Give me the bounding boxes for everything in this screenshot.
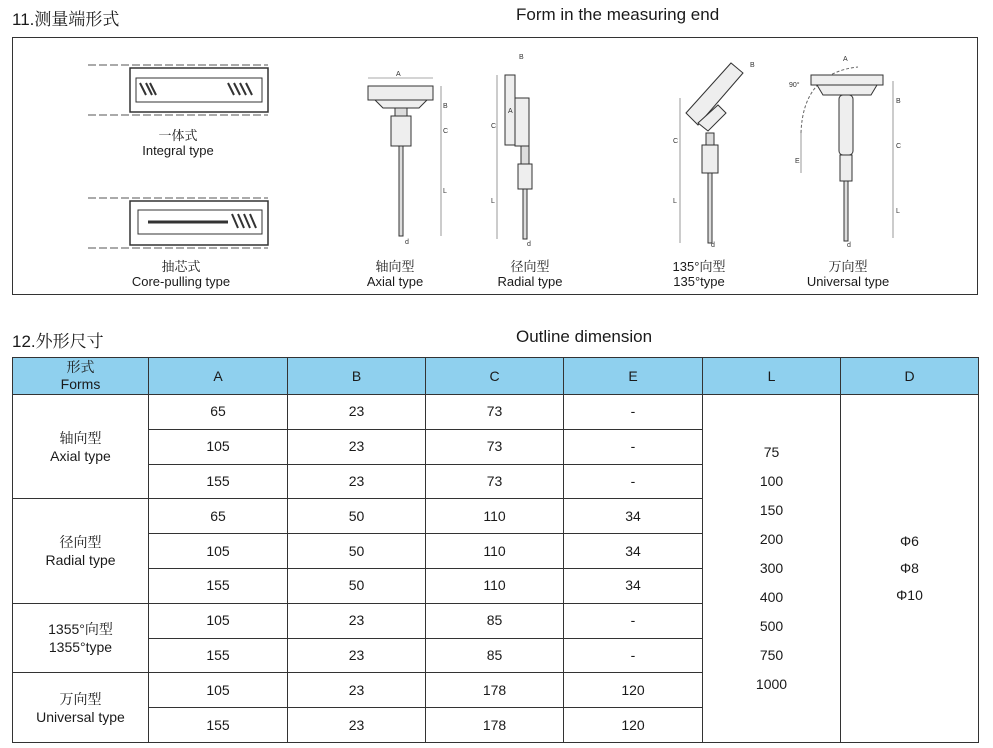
135-degree-type-cn: 135°向型 (672, 259, 726, 274)
svg-text:d: d (711, 242, 715, 248)
diameter-options-cell (841, 395, 979, 743)
diameter-value: Φ6 (900, 532, 919, 549)
length-value: 150 (759, 501, 784, 518)
length-value: 75 (763, 443, 780, 460)
cell-b: 23 (288, 429, 426, 464)
cell-b: 23 (288, 464, 426, 499)
axial-type-en: Axial type (366, 274, 424, 289)
cell-b: 23 (288, 638, 426, 673)
cell-b: 50 (288, 499, 426, 534)
cell-a: 105 (149, 534, 288, 569)
universal-type-drawing (783, 53, 913, 248)
svg-text:E: E (795, 158, 800, 165)
cell-e: - (564, 429, 703, 464)
svg-text:C: C (896, 143, 902, 150)
length-options-cell (703, 395, 841, 743)
cell-a: 155 (149, 708, 288, 743)
svg-text:L: L (491, 198, 495, 205)
svg-text:B: B (896, 98, 901, 105)
cell-e: 34 (564, 499, 703, 534)
cell-e: - (564, 395, 703, 430)
svg-text:L: L (443, 188, 447, 195)
header-e: E (564, 358, 703, 395)
cell-b: 50 (288, 534, 426, 569)
svg-text:d: d (405, 239, 409, 246)
integral-type-drawing (88, 63, 288, 123)
svg-text:B: B (519, 54, 524, 61)
cell-b: 23 (288, 708, 426, 743)
cell-c: 110 (426, 499, 564, 534)
section-11-title-en: Form in the measuring end (516, 5, 720, 24)
cell-e: 34 (564, 568, 703, 603)
cell-c: 85 (426, 638, 564, 673)
length-value: 100 (759, 472, 784, 489)
radial-type-drawing (491, 53, 561, 248)
135-degree-type-en: 135°type (673, 274, 725, 289)
universal-type-cn: 万向型 (828, 259, 868, 274)
svg-text:A: A (843, 56, 848, 63)
cell-c: 73 (426, 395, 564, 430)
cell-e: - (564, 464, 703, 499)
cell-b: 23 (288, 673, 426, 708)
cell-e: 120 (564, 673, 703, 708)
cell-e: 34 (564, 534, 703, 569)
form-type-cell: 径向型 Radial type (13, 499, 149, 603)
length-value: 500 (759, 617, 784, 634)
axial-type-cn: 轴向型 (375, 259, 415, 274)
diameter-value: Φ8 (900, 559, 919, 576)
svg-text:A: A (508, 108, 513, 115)
cell-c: 178 (426, 673, 564, 708)
cell-e: - (564, 603, 703, 638)
header-d: D (841, 358, 979, 395)
table-row (13, 395, 979, 430)
svg-text:C: C (443, 128, 449, 135)
cell-b: 23 (288, 603, 426, 638)
length-value: 300 (759, 559, 784, 576)
cell-a: 65 (149, 395, 288, 430)
cell-c: 110 (426, 568, 564, 603)
cell-c: 178 (426, 708, 564, 743)
radial-type-en: Radial type (497, 274, 563, 289)
measuring-end-forms-panel (12, 37, 978, 295)
svg-text:L: L (673, 198, 677, 205)
svg-text:B: B (443, 103, 448, 110)
form-type-cell: 轴向型 Axial type (13, 395, 149, 499)
radial-type-cn: 径向型 (510, 259, 550, 274)
cell-c: 73 (426, 464, 564, 499)
core-pulling-type-cn: 抽芯式 (161, 259, 201, 274)
universal-type-en: Universal type (806, 274, 890, 289)
cell-a: 105 (149, 429, 288, 464)
cell-e: - (564, 638, 703, 673)
cell-c: 73 (426, 429, 564, 464)
cell-b: 50 (288, 568, 426, 603)
cell-a: 105 (149, 603, 288, 638)
table-header-row (13, 358, 979, 395)
header-c: C (426, 358, 564, 395)
svg-text:C: C (673, 138, 679, 145)
integral-type-en: Integral type (142, 143, 214, 158)
header-forms: 形式 Forms (13, 358, 149, 395)
cell-a: 155 (149, 638, 288, 673)
svg-text:A: A (396, 71, 401, 78)
cell-a: 155 (149, 464, 288, 499)
section-12-title-cn: 12.外形尺寸 (12, 332, 104, 351)
core-pulling-type-drawing (88, 196, 288, 256)
section-11-title-cn: 11.测量端形式 (12, 10, 120, 29)
form-type-cell: 1355°向型 1355°type (13, 603, 149, 673)
length-value: 750 (759, 646, 784, 663)
length-value: 400 (759, 588, 784, 605)
svg-text:90°: 90° (789, 82, 800, 89)
cell-b: 23 (288, 395, 426, 430)
length-value: 200 (759, 530, 784, 547)
header-a: A (149, 358, 288, 395)
cell-e: 120 (564, 708, 703, 743)
cell-c: 110 (426, 534, 564, 569)
svg-text:d: d (527, 241, 531, 248)
cell-a: 105 (149, 673, 288, 708)
svg-text:B: B (750, 62, 755, 69)
axial-type-drawing (363, 68, 453, 248)
cell-a: 65 (149, 499, 288, 534)
svg-text:d: d (847, 242, 851, 248)
svg-text:C: C (491, 123, 497, 130)
diameter-value: Φ10 (896, 586, 923, 603)
header-b: B (288, 358, 426, 395)
svg-text:L: L (896, 208, 900, 215)
135-degree-type-drawing (658, 53, 768, 248)
section-12-title-en: Outline dimension (516, 327, 653, 346)
core-pulling-type-en: Core-pulling type (131, 274, 231, 289)
cell-c: 85 (426, 603, 564, 638)
form-type-cell: 万向型 Universal type (13, 673, 149, 743)
cell-a: 155 (149, 568, 288, 603)
outline-dimension-table (12, 357, 979, 743)
header-l: L (703, 358, 841, 395)
integral-type-cn: 一体式 (158, 128, 198, 143)
length-value: 1000 (755, 675, 788, 692)
